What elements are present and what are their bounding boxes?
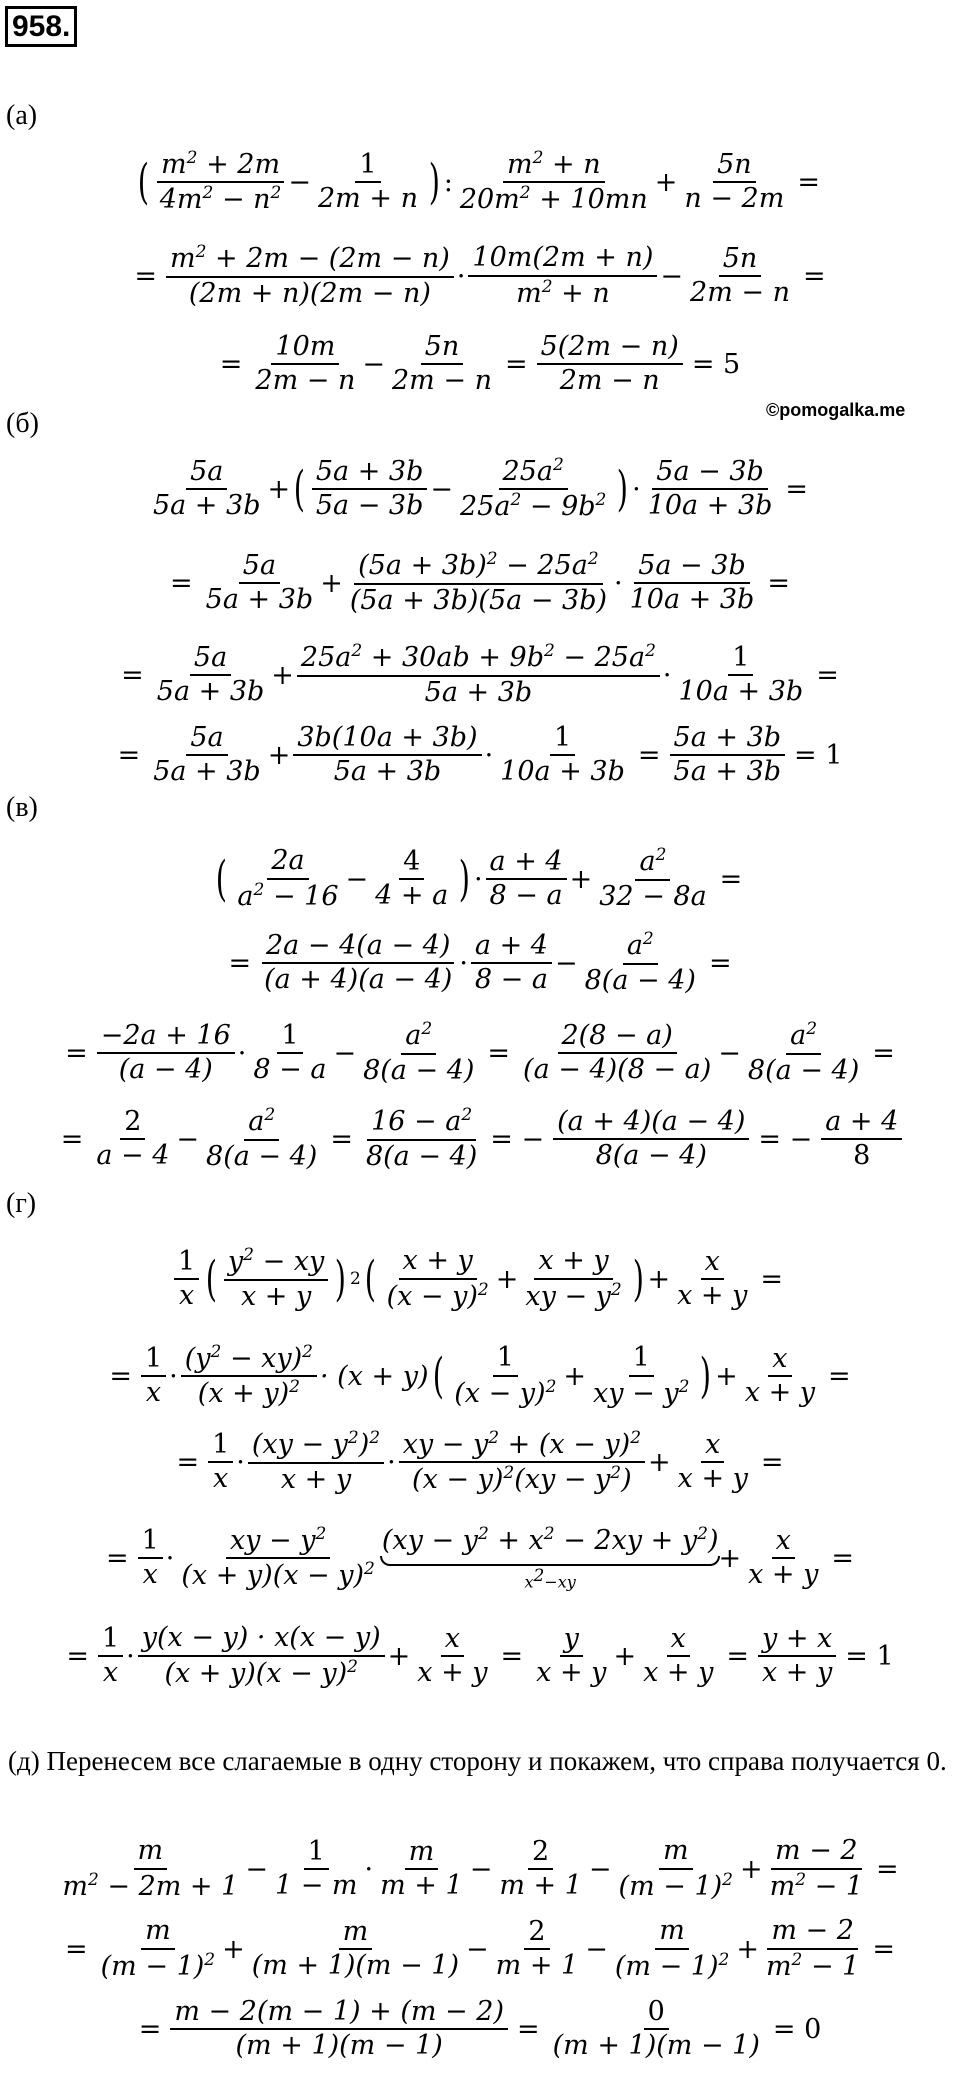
equation-d2: = $\frac{m}{(m - 1)^2}$ + $\frac{m}{(m + 1)(m - 1)}$ − $\frac{2}{m + 1}$ − $\frac{m}{(m - 1)^2}$ + $\frac{m - 2}{m^2 - 1}$ = — [65, 1915, 895, 1982]
equation-g1: 1 x ( $y^2$ − xy x + y ) 2 ( x + y $(x - y)^2$ + $\frac{x + y}{xy - y^2}$ ) + $\frac{x}{x + y}$ = — [0, 1234, 960, 1324]
problem-number: 958. — [5, 6, 77, 47]
equation-a3: = $\frac{10m}{2m - n}$ − $\frac{5n}{2m - n}$ = $\frac{5(2m - n)}{2m - n}$ = 5 — [219, 330, 741, 396]
equation-v1: ( 2a $a^2 - 16$ − $\frac{4}{4 + a}$ ) · a + 4 8 − a + $\frac{a^2}{32 - 8a}$ = — [215, 845, 743, 912]
equation-d3: = $\frac{m - 2(m - 1) + (m - 2)}{(m + 1)(m - 1)}$ = $\frac{0}{(m + 1)(m - 1)}$ = 0 — [138, 1995, 822, 2061]
equation-g2: = $\frac{1}{x}$ · $(y^2 - xy)^2$ $(x + y)^2$ · (x + y) ( 1 $(x - y)^2$ + $\frac{1}{xy - y^2}$ ) + $\frac{x}{x + y}$ = — [109, 1341, 851, 1409]
part-label-a: (а) — [6, 100, 38, 131]
equation-g4: = $\frac{1}{x}$ · xy − $y^2$ $(x + y)(x - y)^2$ $(xy - y^2 + x^2 - 2xy + y^2)$ x2−xy + $\frac{x}{x + y}$ = — [105, 1523, 855, 1592]
equation-b4: = $\frac{5a}{5a + 3b}$ + $\frac{3b(10a + 3b)}{5a + 3b}$ · $\frac{1}{10a + 3b}$ = $\frac{5a + 3b}{5a + 3b}$ = 1 — [117, 721, 843, 787]
part-label-g: (г) — [6, 1188, 37, 1219]
part-d-text: (д) Перенесем все слагаемые в одну сторону и покажем, что справа получается 0. — [8, 1746, 947, 1776]
equation-a2: = $\frac{m^2 + 2m - (2m - n)}{(2m + n)(2m - n)}$ · 10m(2m + n) $m^2 + n$ − $\frac{5n}{2m - n}$ = — [134, 242, 826, 309]
equation-g3: = $\frac{1}{x}$ · $(xy - y^2)^2$ x + y · xy − $y^2 + (x - y)^2$ $(x - y)^2(xy - y^2)$ + $\frac{x}{x + y}$ = — [176, 1427, 784, 1495]
equation-b1: 5a 5a + 3b + ( 5a + 3b 5a − 3b − $\frac{25a^2}{25a^2 - 9b^2}$ ) · $\frac{5a - 3b}{10a + 3b}$ = — [152, 454, 809, 522]
part-label-v: (в) — [6, 792, 38, 823]
equation-b3: = $\frac{5a}{5a + 3b}$ + $\frac{25a^2 + 30ab + 9b^2 - 25a^2}{5a + 3b}$ · $\frac{1}{10a + 3b}$ = — [121, 641, 839, 708]
equation-d1: m $m^2 - 2m + 1$ − $\frac{1}{1 - m}$ · m m + 1 − $\frac{2}{m + 1}$ − $\frac{m}{(m - 1)^2}$ + $\frac{m - 2}{m^2 - 1}$ = — [62, 1835, 899, 1902]
equation-v2: = $\frac{2a - 4(a - 4)}{(a + 4)(a - 4)}$ · a + 4 8 − a − $\frac{a^2}{8(a - 4)}$ = — [228, 929, 732, 996]
watermark: ©pomogalka.me — [766, 400, 906, 420]
equation-v4: = $\frac{2}{a - 4}$ − $\frac{a^2}{8(a - 4)}$ = $\frac{16 - a^2}{8(a - 4)}$ = − $\frac{(a + 4)(a - 4)}{8(a - 4)}$ = − $\frac{a + 4}{8}$ — [0, 1096, 960, 1182]
equation-a1: ( $m^2 + 2m$ $4m^2 - n^2$ − $\frac{1}{2m + n}$ ) : $m^2 + n$ $20m^2 + 10mn$ + $\frac{5n}{n - 2m}$ = — [137, 147, 820, 215]
equation-g5: = $\frac{1}{x}$ · y(x − y) · x(x − y) $(x + y)(x - y)^2$ + $\frac{x}{x + y}$ = $\frac{y}{x + y}$ + $\frac{x}{x + y}$ = $\frac{y + x}{x + y}$ = 1 — [66, 1622, 894, 1689]
equation-v3: = $\frac{-2a + 16}{(a - 4)}$ · 1 8 − a − $\frac{a^2}{8(a - 4)}$ = $\frac{2(8 - a)}{(a - 4)(8 - a)}$ − $\frac{a^2}{8(a - 4)}$ = — [65, 1019, 895, 1086]
equation-b2: = $\frac{5a}{5a + 3b}$ + $\frac{(5a + 3b)^2 - 25a^2}{(5a + 3b)(5a - 3b)}$ · $\frac{5a - 3b}{10a + 3b}$ = — [170, 549, 790, 616]
part-label-b: (б) — [6, 408, 39, 439]
